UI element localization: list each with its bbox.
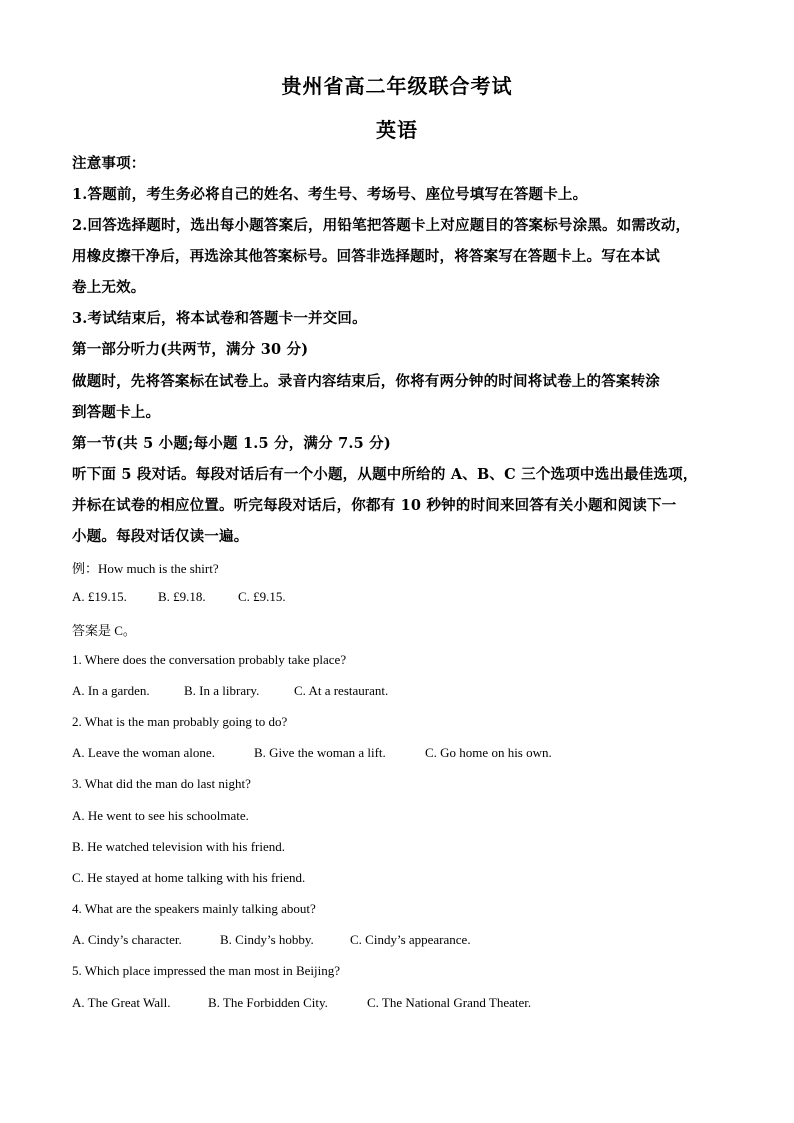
question-5-options <box>72 995 722 1011</box>
question-4-stem: 4. What are the speakers mainly talking about? <box>72 901 316 916</box>
question-1-stem: 1. Where does the conversation probably take place? <box>72 652 347 667</box>
question-1-option-a: A. In a garden. <box>72 683 150 698</box>
notice-item-2-line-1: 2.回答选择题时，选出每小题答案后，用铅笔把答题卡上对应题目的答案标号涂黑。如需改动， <box>72 217 691 234</box>
section1-heading: 第一节(共 5 小题;每小题 1.5 分，满分 7.5 分) <box>72 435 391 452</box>
notice-item-3: 3.考试结束后，将本试卷和答题卡一并交回。 <box>72 310 367 327</box>
question-5-stem: 5. Which place impressed the man most in Beijing? <box>72 963 341 978</box>
question-3-option-a: A. He went to see his schoolmate. <box>72 808 249 823</box>
exam-title: 贵州省高二年级联合考试 <box>281 74 513 98</box>
notice-item-2-line-3: 卷上无效。 <box>72 279 146 296</box>
question-5-option-a: A. The Great Wall. <box>72 995 171 1010</box>
example-option-c: C. £9.15. <box>238 589 286 604</box>
question-5-option-b: B. The Forbidden City. <box>208 995 328 1010</box>
question-1-option-b: B. In a library. <box>184 683 260 698</box>
example-option-a: A. £19.15. <box>72 589 127 604</box>
example-option-b: B. £9.18. <box>158 589 206 604</box>
question-2-stem: 2. What is the man probably going to do? <box>72 714 288 729</box>
question-1-option-c: C. At a restaurant. <box>294 683 389 698</box>
example-question: 例：How much is the shirt? <box>72 561 219 576</box>
part1-intro-line-2: 到答题卡上。 <box>72 404 161 421</box>
example-options <box>72 589 722 605</box>
question-4-option-c: C. Cindy’s appearance. <box>350 932 471 947</box>
question-4-option-b: B. Cindy’s hobby. <box>220 932 314 947</box>
section1-instr-line-3: 小题。每段对话仅读一遍。 <box>72 528 249 545</box>
question-2-option-b: B. Give the woman a lift. <box>254 745 386 760</box>
question-4-options <box>72 932 722 948</box>
question-2-option-a: A. Leave the woman alone. <box>72 745 215 760</box>
notice-heading: 注意事项： <box>72 155 146 172</box>
question-5-option-c: C. The National Grand Theater. <box>367 995 532 1010</box>
notice-item-1: 1.答题前，考生务必将自己的姓名、考生号、考场号、座位号填写在答题卡上。 <box>72 186 588 203</box>
notice-item-2-line-2: 用橡皮擦干净后，再选涂其他答案标号。回答非选择题时，将答案写在答题卡上。写在本试 <box>72 248 660 265</box>
exam-subject: 英语 <box>376 118 418 142</box>
section1-instr-line-1: 听下面 5 段对话。每段对话后有一个小题，从题中所给的 A、B、C 三个选项中选出最佳选项， <box>72 466 698 483</box>
question-2-option-c: C. Go home on his own. <box>425 745 552 760</box>
question-1-options <box>72 683 722 699</box>
section1-instr-line-2: 并标在试卷的相应位置。听完每段对话后，你都有 10 秒钟的时间来回答有关小题和阅读下一 <box>72 497 677 514</box>
question-3-option-b: B. He watched television with his friend. <box>72 839 286 854</box>
question-3-option-c: C. He stayed at home talking with his friend. <box>72 870 306 885</box>
question-3-stem: 3. What did the man do last night? <box>72 776 251 791</box>
part1-intro-line-1: 做题时，先将答案标在试卷上。录音内容结束后，你将有两分钟的时间将试卷上的答案转涂 <box>72 373 660 390</box>
question-2-options <box>72 745 722 761</box>
part1-heading: 第一部分听力(共两节，满分 30 分) <box>72 341 309 358</box>
example-answer: 答案是 C。 <box>72 623 136 638</box>
question-4-option-a: A. Cindy’s character. <box>72 932 182 947</box>
